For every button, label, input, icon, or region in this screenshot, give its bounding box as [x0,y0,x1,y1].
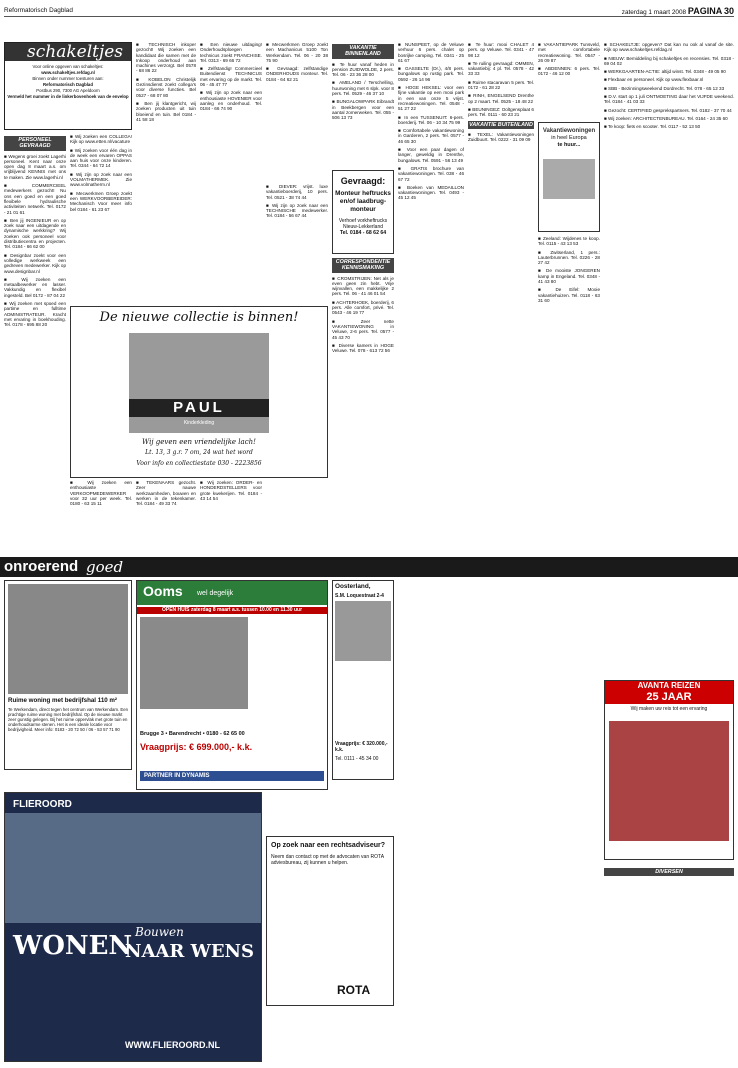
schakeltjes-sub1: Voor online opgeven van schakeltjes: [32,64,104,69]
flieroord-tag2: Bouwen [135,925,184,939]
ad-text: ■ Zelfstandig! Commercieel Buitendienst TECHNICUS met ervaring op de markt. Tel. 06 - 45 47 77 [200,66,262,88]
avanta-list [609,721,729,841]
woning-body: Te Werkendam, direct tegen het centrum van Werkendam. Een prachtige ruime woning met bedrijfshal. Op de nieuwe markt zeer gunstig gelegen. Bij het ruime oppervlak met grote tuin en onderhoudsarme stenen. Het is een ideale locatie voor bedrijvigheid. Meer info: 0183 - 20 72 50 / 06 - 53 57 71 90 [8,707,128,732]
paul-headline: De nieuwe collectie is binnen! [99,310,299,325]
paul-photo [129,333,269,433]
ad-text: ■ SCHAKELTJE: opgeven? Dat kan nu ook al vanaf de site. Kijk op www.schakeltjes.refdag.nl [604,42,734,53]
column-8 [468,42,534,552]
avanta-ad [604,680,734,860]
ooms-banner [137,581,327,605]
rota-body: Neem dan contact op met de advocaten van ROTA adviesbureau, zij kunnen u helpen. [271,854,384,866]
column-4b [200,480,262,554]
ad-text: ■ Wij zijn op zoek naar een VOLMATHERMEK. Zie www.volmatherm.nl [70,171,132,188]
oosterland-photo [335,601,391,661]
ruime-woning-ad [4,580,132,770]
ad-text: ■ GRATIS brochure van vakantiewoningen. Tel. 038 - 46 67 72 [398,165,464,182]
avanta-title: AVANTA REIZEN [637,681,701,690]
ad-text: ■ Voor een paar dagen of langer, geweldig in Drenthe, bungalows. Tel. 0591 - 56 13 49 [398,147,464,163]
avanta-date: 25 JAAR [646,691,692,703]
ad-text: ■ Te ruiling gevraagd: OMMEN, vakantiebij: 4 pl. Tel. 0578 - 42 33 33 [468,60,534,77]
section-vakantie-binnenland: VAKANTIE BINNENLAND [332,44,394,59]
gevraagd-title: Gevraagd: [340,176,386,186]
flexi-photo [543,159,595,199]
gevraagd-tel: Tel. 0184 - 68 62 64 [339,230,387,236]
paul-addr: Lt. 13, 3 g.r. 7 om, 24 wat het word [145,449,253,456]
rota-title: Op zoek naar een rechtsadviseur? [271,842,385,849]
ad-text: ■ Comfortabele vakantiewoning in Garderen, 2 pers. Tel. 0577 - 46 65 30 [398,128,464,144]
ad-text: ■ Wij zoeken voor één dag in de week een ervaren OPPAS aan huis voor onze kinderen. Tel. 0344 - 64 72 14 [70,147,132,169]
ad-text: ■ GASSELTE (Dr.), 4/8 pers. bungalows op rustig park. Tel. 0592 - 26 14 96 [398,66,464,82]
gevraagd-ad [332,170,394,254]
ad-text: ■ Gezocht: CERTIFIED gesprekspartners. Tel. 0182 - 37 70 44 [604,107,732,113]
ad-text: ■ Diverse kamers in HOGE Veluwe. Tel. 078 - 613 72 56 [332,342,394,354]
gevraagd-body: Monteur heftrucks en/of laadbrug-monteur [335,190,391,213]
ad-text: ■ De mooiste JONGEREN kamp in Engeland. Tel. 0348 - 41 43 80 [538,268,600,285]
ad-text: ■ Zeeland: Wijdenes te koop. Tel. 0115 - 43 13 53 [538,236,600,247]
ad-text: ■ Zeer nette VAKANTIEWONING in Veluwe, 2-6 pers. Tel. 0577 - 45 43 70 [332,318,394,340]
oosterland-title: Oosterland, [335,583,371,590]
ooms-address: Brugge 3 • Barendrecht • 0180 - 62 65 00 [140,731,245,737]
column-3b [136,480,196,554]
column-4 [200,42,262,304]
schakeltjes-note: Vermeld het nummer in de linkerbovenhoek van de envelop [7,94,129,100]
ad-text: ■ Een nieuwe uitdaging! Onderhoudsploegen technicus zoekt FRANCHISE. Tel. 0313 - 69 66 72 [200,42,262,63]
ad-text: ■ Zwitserland, 1 pers.: Lauterbrunnen. Tel. 0226 - 28 27 42 [538,249,600,266]
ooms-slogan: wel degelijk [197,590,234,597]
rota-brand: ROTA [337,983,371,997]
ad-text: ■ SBB - Bezinningsweekend Dordrecht. Tel. 078 - 65 12 33 [604,85,725,91]
flieroord-tag3: NAAR WENS [125,941,254,962]
ad-text: ■ ABDENNEN: 6 pers. Tel. 0172 - 46 12 00 [538,66,600,77]
schakeltjes-box [4,42,132,130]
section-correspondentie: CORRESPONDENTIE KENNISMAKING [332,258,394,273]
oosterland-ad [332,580,394,780]
column-10b [604,866,734,1062]
ad-text: ■ RINH, ENGELSEND Drenthe op 2 maart. Tel. 0525 - 18 48 22 [468,93,534,104]
ad-text: ■ DIEVER: vrijst. luxe vakantieboerderij, 10 pers. Tel. 0521 - 38 74 44 [266,184,328,200]
column-2 [70,134,132,304]
flexi-sub: in heel Europa [551,135,587,141]
column-10 [604,42,734,552]
ad-text: ■ Wij zoeken: ARCHITECTENBUREAU. Tel. 0164 - 24 35 60 [604,115,728,121]
ad-text: ■ HOGE HEKSEL: voor een fijne vakantie op een mooi park in een van onze 5 vrijst. recreatiewoningen. Tel. 0548 - 51 27 22 [398,85,464,112]
og-left: onroerend [4,558,79,575]
paul-ad [70,306,328,478]
ad-text: ■ Wij zoeken een metaalbewerker en lasser. Vakkundig en flexibel ingesteld. Bel 0172 - 87 04 22 [4,276,66,298]
vakantiewoningen-ad [538,122,600,232]
ad-text: ■ Designbar zoekt voor een volledige werkweek een gedreven medewerker. Kijk op www.designbar.nl [4,252,66,274]
column-6b [332,256,394,554]
ad-text: ■ VAKANTIEPARK Tunsveld, met comfortabele recreatiewoning. Tel. 0547 - 26 09 87 [538,42,600,63]
section-personeel: PERSONEEL GEVRAAGD [4,136,66,151]
ooms-open-huis: OPEN HUIS zaterdag 8 maart a.s. tussen 10.00 en 11.30 uur [137,607,327,614]
column-5 [266,42,328,182]
ad-text: ■ Wegens groei zoekt Lagerhi personeel. Kent naar onze open dag 8 maart a.s. om vrijblijvend KENNIS met ons te maken. Zie www.lagerhi.nl [4,153,66,180]
ad-text: ■ TECHNISCH inkoper gezocht! Wij zoeken een kandidaat die samen met de Inkoop onderhoud aan machines verzorgt. Bel 0578 - 68 86 22 [136,42,196,74]
flieroord-web[interactable]: WWW.FLIEROORD.NL [125,1040,220,1050]
section-diversen: DIVERSEN [604,868,734,876]
paper-name: Reformatorisch Dagblad [4,7,73,14]
ad-text: ■ TEXEL: Vakantiewoningen Zuidbuurt. Tel. 0222 - 31 09 09 [468,131,534,143]
avanta-header [605,681,733,704]
ooms-price: Vraagprijs: € 699.000,- k.k. [140,742,253,752]
column-5b [266,184,328,304]
schakeltjes-url[interactable]: www.schakeltjes.refdag.nl [41,70,95,76]
oosterland-sub: S.M. Loquestraat 2-4 [335,593,384,599]
ooms-ad [136,580,328,790]
column-9b [538,236,600,554]
ooms-partner: PARTNER IN DYNAMIS [140,771,324,781]
schakeltjes-sub2: Binnen onder nummer toesturen aan: [32,76,104,82]
ad-text: ■ WERKGAARTEN-ACTIE: altijd winst. Tel. 0348 - 49 05 90 [604,69,726,75]
ad-text: ■ Boeken van MEDAILLON vakantiewoningen. Tel. 0493 - 45 12 45 [398,184,464,201]
ooms-photo [140,617,248,709]
flieroord-photo [5,813,261,923]
column-3 [136,42,196,304]
schakeltjes-paper: Reformatorisch Dagblad [43,82,93,88]
og-right: goed [86,558,124,576]
ad-text: ■ Mecwerkmen Groep zoekt een WERKVOORBEREIDER: Mechanisch Voor meer info bel 0184 - 61 23 67 [70,190,132,212]
ad-text: ■ NIEUW: Bemiddeling bij schakeltjes en recensies. Tel. 0318 - 69 04 02 [604,55,734,66]
paul-tag: Wij geven een vriendelijke lach! [142,438,256,446]
ad-text: ■ CROMSTRIJEN: Net als je even geen zin hebt. Vrije wijnvallen, een makkelijke 2 pers. Tel. 06 - 41 46 01 54 [332,275,394,297]
woning-title: Ruime woning met bedrijfshal 110 m² [8,697,117,704]
ad-text: ■ Ben jij INGENIEUR en op zoek naar een uitdagende en dynamische werkkring? Wij zoeken ook personeel voor distributiecentra en projecten. Tel. 0184 - 66 62 00 [4,217,66,250]
paul-web: Voor info en collectiestate 030 - 2223856 [136,460,262,467]
ad-text: ■ ACHTERHOEK, boerderij, 6 pers. Alle comfort, privé. Tel. 0543 - 46 19 77 [332,299,394,316]
flieroord-ad [4,792,262,1062]
avanta-sub: Wij maken uw reis tot een ervaring [630,706,708,712]
column-7 [398,42,464,552]
ad-text: ■ Te huur vanaf heden in pension ZUIDWOLDE, 2 pers. Tel. 06 - 23 36 28 00 [332,61,394,78]
flexi-title: Vakantiewoningen [542,128,596,134]
ad-text: ■ Mecwerkmen Groep zoekt een Machanicus 5100 Ton Werkendam. Tel. 06 - 20 38 75 90 [266,42,328,63]
ad-text: ■ Flexbaar en personeel. Kijk op www.flexbaar.nl [604,77,704,83]
section-vakantie-buitenland: VAKANTIE BUITENLAND [469,121,533,128]
onroerend-goed-banner [0,557,738,577]
ad-text: ■ Te huur: mooi CHALET 4 pers. op Veluwe. Tel. 0341 - 47 98 12 [468,42,534,58]
ad-text: ■ KOBELON Christelijk Gezinsdienst zoekt collega's voor diverse functies. Bel 0527 - 68 07 80 [136,76,196,98]
ad-text: ■ Ruime stacaravan 5 pers. Tel. 0172 - 61 28 22 [468,79,534,91]
ad-text: ■ NUNSPEET, op de Veluwe verhuur 6 pers. chalet op bosrijke camping. Tel. 0341 - 25 61 67 [398,42,464,63]
page-label: PAGINA [687,6,723,16]
ad-text: ■ AMELAND / Terschelling, huurwoning met 6 slpk. voor 8 pers. Tel. 0529 - 46 37 10 [332,80,394,97]
page-number: 30 [723,6,734,16]
ad-text: ■ Gevraagd: zelfstandige ONDERHOUDS monteur. Tel. 0184 - 64 62 21 [266,66,328,82]
ad-text: ■ BEUNINGEZ: Ooltgensplaat 6 pers. Tel. 0111 - 60 23 21 [468,106,534,118]
schakeltjes-address: Postbus 290, 7300 AG Apeldoorn [36,88,100,94]
oosterland-tel: Tel. 0111 - 45 34 00 [335,756,379,762]
date: zaterdag 1 maart 2008 [621,9,687,16]
ad-text: ■ De Eifel: Mooie vakantiehuizen. Tel. 0118 - 63 31 60 [538,287,600,303]
ad-text: ■ Wij zoeken een enthousiaste VERKOOPMEDEWERKER voor 32 uur per week. Tel. 0180 - 63 15 11 [70,480,132,507]
ad-text: ■ TEKENAARS gezocht. Zeer nauwe werkzaamheden, bouwen en werken in de tekenkamer. Tel. 0184 - 49 33 74 [136,480,196,507]
gevraagd-footer: Verhoef vorkheftrucks Nieuw-Lekkerland [338,218,388,230]
flexi-sub2: te huur... [557,142,581,148]
column-6 [332,42,394,168]
ad-text: ■ Wij zoeken: ORDER- en HONDERDSTELLERS voor grote kwekerijen. Tel. 0184 - 43 14 54 [200,480,262,501]
ad-text: ■ Wij zijn op zoek naar een enthousiaste HOVENIER voor aanleg en onderhoud. Tel. 0184 - 66 74 90 [200,90,262,112]
rota-ad [266,836,394,1006]
paul-brand: PAUL [129,399,269,417]
flieroord-brand: FLIEROORD [13,799,72,810]
ooms-brand: Ooms [143,583,183,599]
schakeltjes-title: schakeltjes [5,43,131,61]
paul-sub: Kinderkleding [183,420,215,426]
flieroord-tag1: WONEN [13,931,133,961]
page-header [4,5,734,17]
column-9 [538,42,600,120]
column-2b [70,480,132,554]
ad-text: ■ COMMERCIEEL medewerkers gezocht! Nu ons een goed en een goed flexibele hydraulische activiteiten netwerk. Tel. 0172 - 21 01 61 [4,183,66,215]
ad-text: ■ BUNGALOWPARK Eibrandt in Beekbergen voor een aantal zomerweken. Tel. 055 - 506 13 73 [332,99,394,121]
ad-text: ■ Wij zijn op zoek naar een TECHNISCHE medewerker. Tel. 0184 - 56 67 44 [266,202,328,219]
ad-text: ■ In een TUSSENUIT: 6-pers. boerderij. Tel. 06 - 10 34 75 99 [398,114,464,125]
ad-text: ■ Ben jij klantgericht, wij zoeken producten uit tuin bloeiend en tuin. Bel 0184 - 41 58 18 [136,100,196,122]
column-1 [4,134,66,554]
ad-text: ■ Te koop: fiets en scooter. Tel. 0117 - 52 13 50 [604,124,701,130]
woning-photo [8,584,128,694]
ad-text: ■ Wij zoeken met spoed een partime en fulltime ADMINISTRATEUR. Kracht met ervaring in boekhouding. Tel. 0178 - 695 88 20 [4,301,66,328]
oosterland-price: Vraagprijs: € 320.000,- k.k. [335,741,388,753]
ad-text: ■ D.V. start op 1 juli ONTMOETING daar het VIJFDE weekend. Tel. 0184 - 41 03 33 [604,94,734,105]
page-info [622,5,734,19]
ad-text: ■ Wij zoeken een COLLEGA! Kijk op www.etten.nl/vacature [70,134,132,145]
